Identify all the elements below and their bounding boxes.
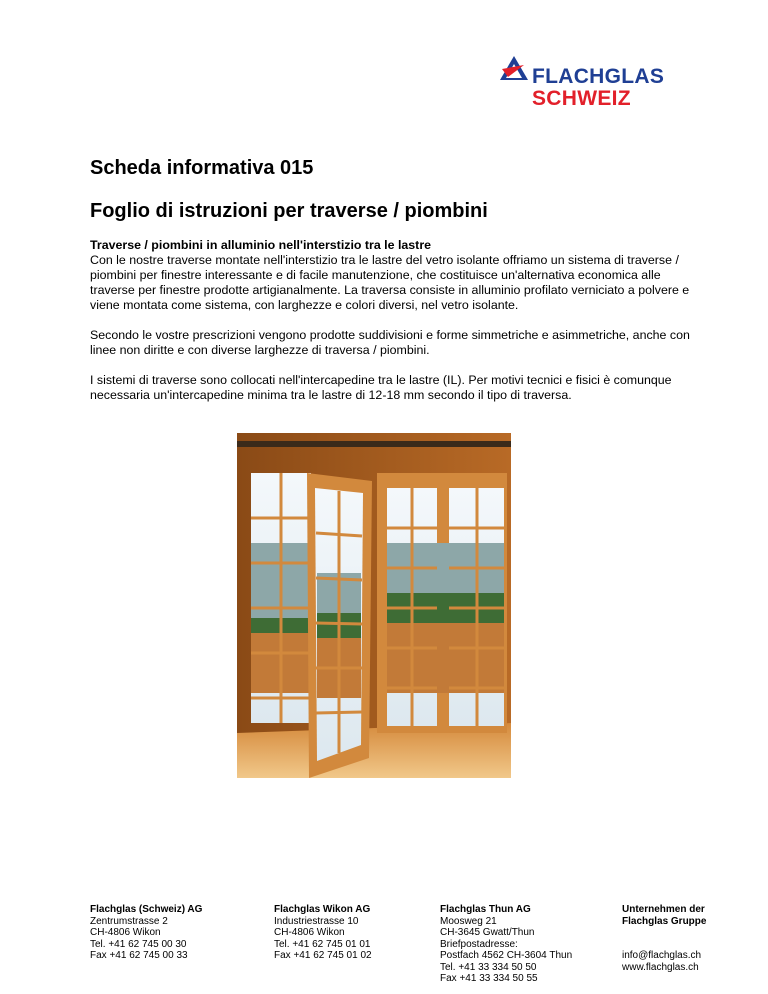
company-logo [500,55,680,110]
footer-group [622,904,706,973]
window-photo-illustration [237,433,511,778]
page-title: Scheda informativa 015 [90,157,314,179]
paragraph-intro [90,238,690,313]
footer-tel: Tel. +41 62 745 00 30 [90,938,187,950]
footer-postal: Postfach 4562 CH-3604 Thun [440,950,573,961]
footer-company-schweiz [90,904,202,962]
footer-fax: Fax +41 33 334 50 55 [440,973,538,984]
logo-triangle-icon [500,55,530,81]
page-subtitle: Foglio di istruzioni per traverse / piombini [90,200,488,222]
footer-fax: Fax +41 62 745 01 02 [274,950,372,961]
footer-city: CH-4806 Wikon [90,927,161,938]
footer-company-name: Flachglas (Schweiz) AG [90,904,203,915]
footer-email-link[interactable]: info@flachglas.ch [622,950,702,961]
section-title: Traverse / piombini in alluminio nell'interstizio tra le lastre [90,238,432,252]
footer-tel: Tel. +41 33 334 50 50 [440,961,537,973]
logo-text-flachglas: FLACHGLAS [532,65,665,88]
body-text [90,238,690,418]
paragraph-2: Secondo le vostre prescrizioni vengono prodotte suddivisioni e forme simmetriche e asimmetriche, anche con linee non diritte e con diverse larghezze di traversa / piombini. [90,328,690,357]
footer-company-thun [440,904,572,985]
footer-street: Industriestrasse 10 [274,915,359,927]
footer-street: Moosweg 21 [440,915,497,927]
paragraph-3: I sistemi di traverse sono collocati nell'intercapedine tra le lastre (IL). Per motivi tecnici e fisici è comunque necessaria un'intercapedine minima tra le lastre di 12-18 mm secondo il tipo di traversa. [90,373,672,402]
footer-street: Zentrumstrasse 2 [90,915,168,927]
footer-tel: Tel. +41 62 745 01 01 [274,938,371,950]
footer-company-name: Flachglas Thun AG [440,904,531,915]
footer-spacer [622,927,706,939]
window-photo [237,433,511,778]
footer-website-link[interactable]: www.flachglas.ch [622,961,699,973]
footer-group-line2: Flachglas Gruppe [622,915,707,927]
footer-company-wikon [274,904,372,962]
footer-group-line1: Unternehmen der [622,904,705,915]
logo-text-schweiz: SCHWEIZ [532,87,631,110]
footer-spacer [622,939,706,951]
footer-postal-label: Briefpostadresse: [440,938,518,950]
footer-city: CH-3645 Gwatt/Thun [440,927,535,938]
footer-company-name: Flachglas Wikon AG [274,904,371,915]
footer-city: CH-4806 Wikon [274,927,345,938]
footer-fax: Fax +41 62 745 00 33 [90,950,188,961]
paragraph-1: Con le nostre traverse montate nell'interstizio tra le lastre del vetro isolante offriamo un sistema di traverse / piombini per finestre interessante e di facile manutenzione, che costituisce un'alternativa economica alle traverse per finestre prodotte artigianalmente. La traversa consiste in alluminio profilato verniciato a polvere e viene montata come sistema, con larghezze e colori diversi, nel vetro isolante. [90,253,690,312]
